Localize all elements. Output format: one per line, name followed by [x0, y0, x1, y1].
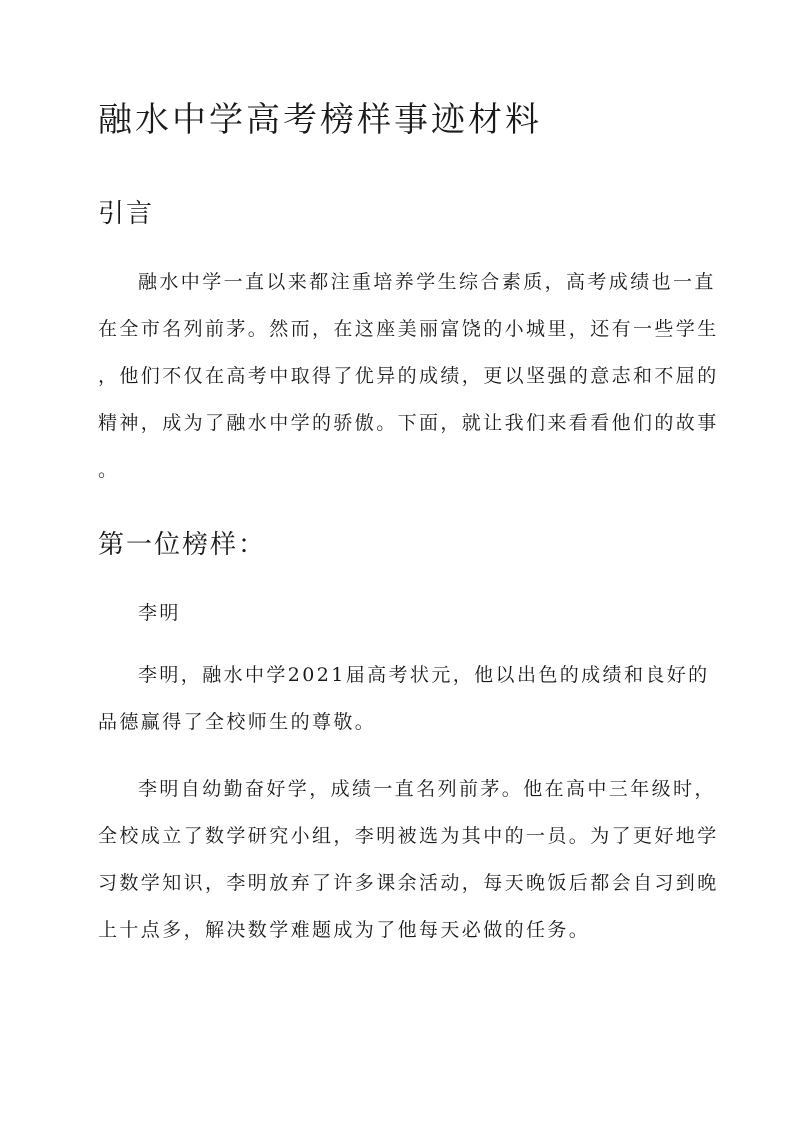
paragraph-line: 上十点多，解决数学难题成为了他每天必做的任务。: [98, 919, 591, 941]
section-heading-first-role-model: 第一位榜样：: [98, 530, 267, 560]
paragraph-line: 李明自幼勤奋好学，成绩一直名列前茅。他在高中三年级时，: [138, 778, 716, 800]
document-title: 融水中学高考榜样事迹材料: [98, 100, 542, 140]
paragraph-line: 全校成立了数学研究小组，李明被选为其中的一员。为了更好地学: [98, 825, 719, 847]
paragraph-line: 品德赢得了全校师生的尊敬。: [98, 711, 377, 733]
role-model-paragraph-2: [98, 766, 719, 954]
paragraph-line: 。: [98, 459, 120, 481]
section-heading-intro: 引言: [98, 199, 155, 229]
intro-paragraph: [98, 259, 719, 494]
paragraph-line: 精神，成为了融水中学的骄傲。下面，就让我们来看看他们的故事: [98, 412, 719, 434]
paragraph-line: 习数学知识，李明放弃了许多课余活动，每天晚饭后都会自习到晚: [98, 872, 719, 894]
role-model-name: 李明: [138, 602, 181, 624]
paragraph-line: 融水中学一直以来都注重培养学生综合素质，高考成绩也一直: [138, 271, 716, 293]
role-model-paragraph-1: [98, 652, 708, 746]
paragraph-line: 李明，融水中学2021届高考状元，他以出色的成绩和良好的: [138, 664, 710, 686]
role-model-name-paragraph: [98, 590, 708, 637]
paragraph-line: ，他们不仅在高考中取得了优异的成绩，更以坚强的意志和不屈的: [98, 365, 719, 387]
paragraph-line: 在全市名列前茅。然而，在这座美丽富饶的小城里，还有一些学生: [98, 318, 719, 340]
